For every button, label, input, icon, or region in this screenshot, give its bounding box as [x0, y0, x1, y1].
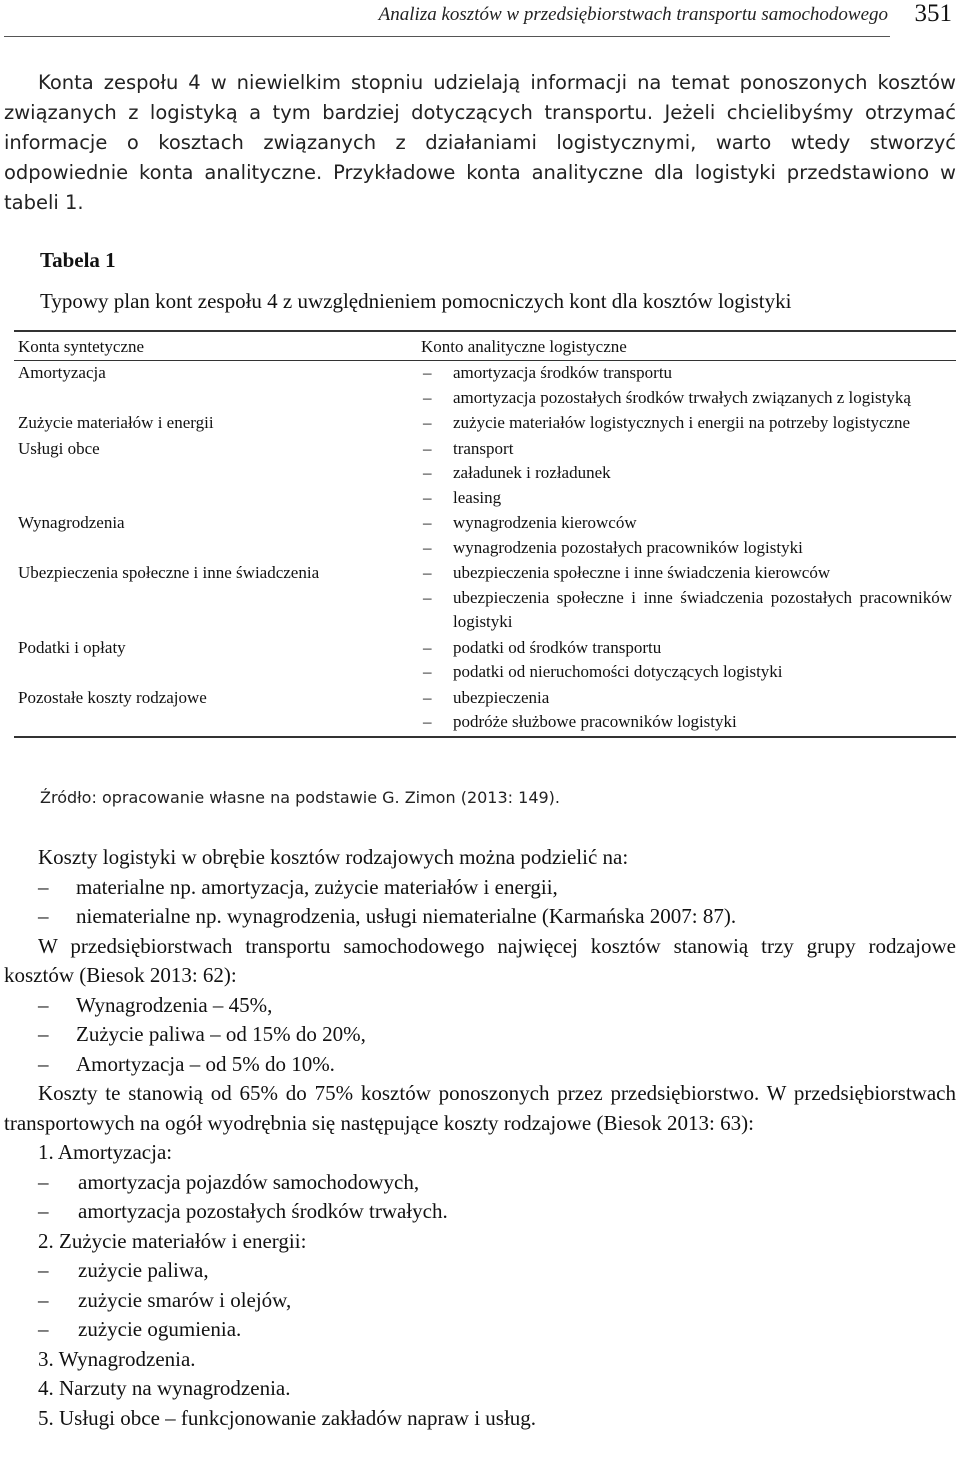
intro-text: Konta zespołu 4 w niewielkim stopniu udzielają informacji na temat ponoszonych kosztów związanych z logistyką a tym bardziej dotyczących transportu. Jeżeli chcielibyśmy otrzymać informacje o kosztach związanych z działaniami logistycznymi, warto wtedy stworzyć odpowiednie konta analityczne. Przykładowe konta analityczne dla logistyki przedstawiono w tabeli 1.: [4, 71, 956, 214]
analytic-accounts: [417, 411, 956, 437]
analytic-accounts: [417, 636, 956, 686]
synthetic-account: Wynagrodzenia: [18, 513, 125, 532]
body-paragraph-3: Koszty te stanowią od 65% do 75% kosztów ponoszonych przez przedsiębiorstwo. W przedsiębiorstwach transportowych na ogół wyodrębnia się następujące koszty rodzajowe (Biesok 2013: 63):: [4, 1081, 956, 1135]
sub-list: [38, 1256, 956, 1345]
numbered-item-label: 2. Zużycie materiałów i energii:: [38, 1228, 307, 1253]
numbered-item-label: 4. Narzuty na wynagrodzenia.: [38, 1376, 291, 1400]
synthetic-account: Pozostałe koszty rodzajowe: [18, 687, 207, 707]
table-row: [14, 561, 956, 636]
numbered-item: [4, 1227, 956, 1345]
running-header: [4, 0, 890, 37]
synthetic-account: Podatki i opłaty: [18, 637, 126, 657]
cost-type-list: [4, 873, 956, 932]
analytic-account-list: [421, 411, 952, 436]
sub-list-item: – amortyzacja pojazdów samochodowych,: [4, 1168, 956, 1198]
header-synthetic: Konta syntetyczne: [14, 332, 417, 361]
sub-list-item: – amortyzacja pozostałych środków trwałych.: [4, 1197, 956, 1227]
table-caption: Typowy plan kont zespołu 4 z uwzględnieniem pomocniczych kont dla kosztów logistyki: [40, 289, 792, 313]
intro-paragraph: [4, 68, 956, 218]
analytic-account-list: [421, 437, 952, 511]
accounts-table-wrapper: [14, 330, 956, 738]
numbered-item: [4, 1138, 956, 1227]
analytic-account-list: [421, 511, 952, 560]
analytic-account-list: [421, 686, 952, 735]
analytic-account-list: [421, 561, 952, 635]
analytic-account: – wynagrodzenia kierowców: [421, 511, 952, 536]
analytic-account: – podatki od środków transportu: [421, 636, 952, 661]
synthetic-account: Ubezpieczenia społeczne i inne świadczenia: [18, 563, 320, 582]
sub-list-item: – zużycie ogumienia.: [4, 1315, 956, 1345]
numbered-item: [4, 1345, 956, 1375]
body-paragraph-2: W przedsiębiorstwach transportu samochodowego najwięcej kosztów stanowią trzy grupy rodzajowe kosztów (Biesok 2013: 62):: [4, 933, 956, 987]
analytic-account: – ubezpieczenia społeczne i inne świadczenia pozostałych pracowników logistyki: [421, 586, 952, 635]
analytic-account-list: [421, 636, 952, 685]
table-label: Tabela 1: [40, 248, 116, 272]
analytic-accounts: [417, 561, 956, 636]
analytic-account: – wynagrodzenia pozostałych pracowników logistyki: [421, 536, 952, 561]
table-row: [14, 361, 956, 412]
analytic-account: – amortyzacja pozostałych środków trwałych związanych z logistyką: [421, 386, 952, 411]
header-title: Analiza kosztów w przedsiębiorstwach transportu samochodowego: [378, 4, 888, 25]
list-item: – niematerialne np. wynagrodzenia, usługi niematerialne (Karmańska 2007: 87).: [4, 902, 956, 932]
header-analytic: Konto analityczne logistyczne: [417, 332, 956, 361]
cost-categories-list: [4, 1138, 956, 1433]
analytic-accounts: [417, 511, 956, 561]
analytic-account: – podatki od nieruchomości dotyczących logistyki: [421, 660, 952, 685]
analytic-account: – amortyzacja środków transportu: [421, 361, 952, 386]
analytic-accounts: [417, 686, 956, 736]
synthetic-account: Amortyzacja: [18, 363, 106, 382]
sub-list: [38, 1168, 956, 1227]
body-paragraph-1: Koszty logistyki w obrębie kosztów rodzajowych można podzielić na:: [38, 845, 629, 869]
accounts-table: [14, 332, 956, 736]
body-text: [4, 843, 956, 1433]
list-item: – materialne np. amortyzacja, zużycie materiałów i energii,: [4, 873, 956, 903]
numbered-item: [4, 1374, 956, 1404]
list-item: – Wynagrodzenia – 45%,: [4, 991, 956, 1021]
sub-list-item: – zużycie smarów i olejów,: [4, 1286, 956, 1316]
synthetic-account: Zużycie materiałów i energii: [18, 413, 214, 432]
numbered-item-label: 5. Usługi obce – funkcjonowanie zakładów napraw i usług.: [38, 1405, 537, 1430]
analytic-account: – ubezpieczenia: [421, 686, 952, 711]
analytic-account: – podróże służbowe pracowników logistyki: [421, 710, 952, 735]
table-row: [14, 437, 956, 512]
numbered-item-label: 3. Wynagrodzenia.: [38, 1346, 196, 1371]
analytic-account: – ubezpieczenia społeczne i inne świadczenia kierowców: [421, 561, 952, 586]
numbered-item: [4, 1404, 956, 1434]
table-body: [14, 361, 956, 736]
analytic-account: – transport: [421, 437, 952, 462]
table-row: [14, 636, 956, 686]
analytic-account-list: [421, 361, 952, 410]
table-row: [14, 686, 956, 736]
table-row: [14, 411, 956, 437]
table-row: [14, 511, 956, 561]
analytic-accounts: [417, 361, 956, 412]
sub-list-item: – zużycie paliwa,: [4, 1256, 956, 1286]
list-item: – Zużycie paliwa – od 15% do 20%,: [4, 1020, 956, 1050]
analytic-account: – leasing: [421, 486, 952, 511]
list-item: – Amortyzacja – od 5% do 10%.: [4, 1050, 956, 1080]
analytic-account: – zużycie materiałów logistycznych i energii na potrzeby logistyczne: [421, 411, 952, 436]
numbered-item-label: 1. Amortyzacja:: [38, 1140, 173, 1164]
cost-share-list: [4, 991, 956, 1080]
analytic-accounts: [417, 437, 956, 512]
analytic-account: – załadunek i rozładunek: [421, 461, 952, 486]
synthetic-account: Usługi obce: [18, 438, 100, 458]
table-source: Źródło: opracowanie własne na podstawie G. Zimon (2013: 149).: [40, 788, 560, 807]
table-header-row: [14, 332, 956, 361]
page-number: 351: [914, 0, 952, 27]
